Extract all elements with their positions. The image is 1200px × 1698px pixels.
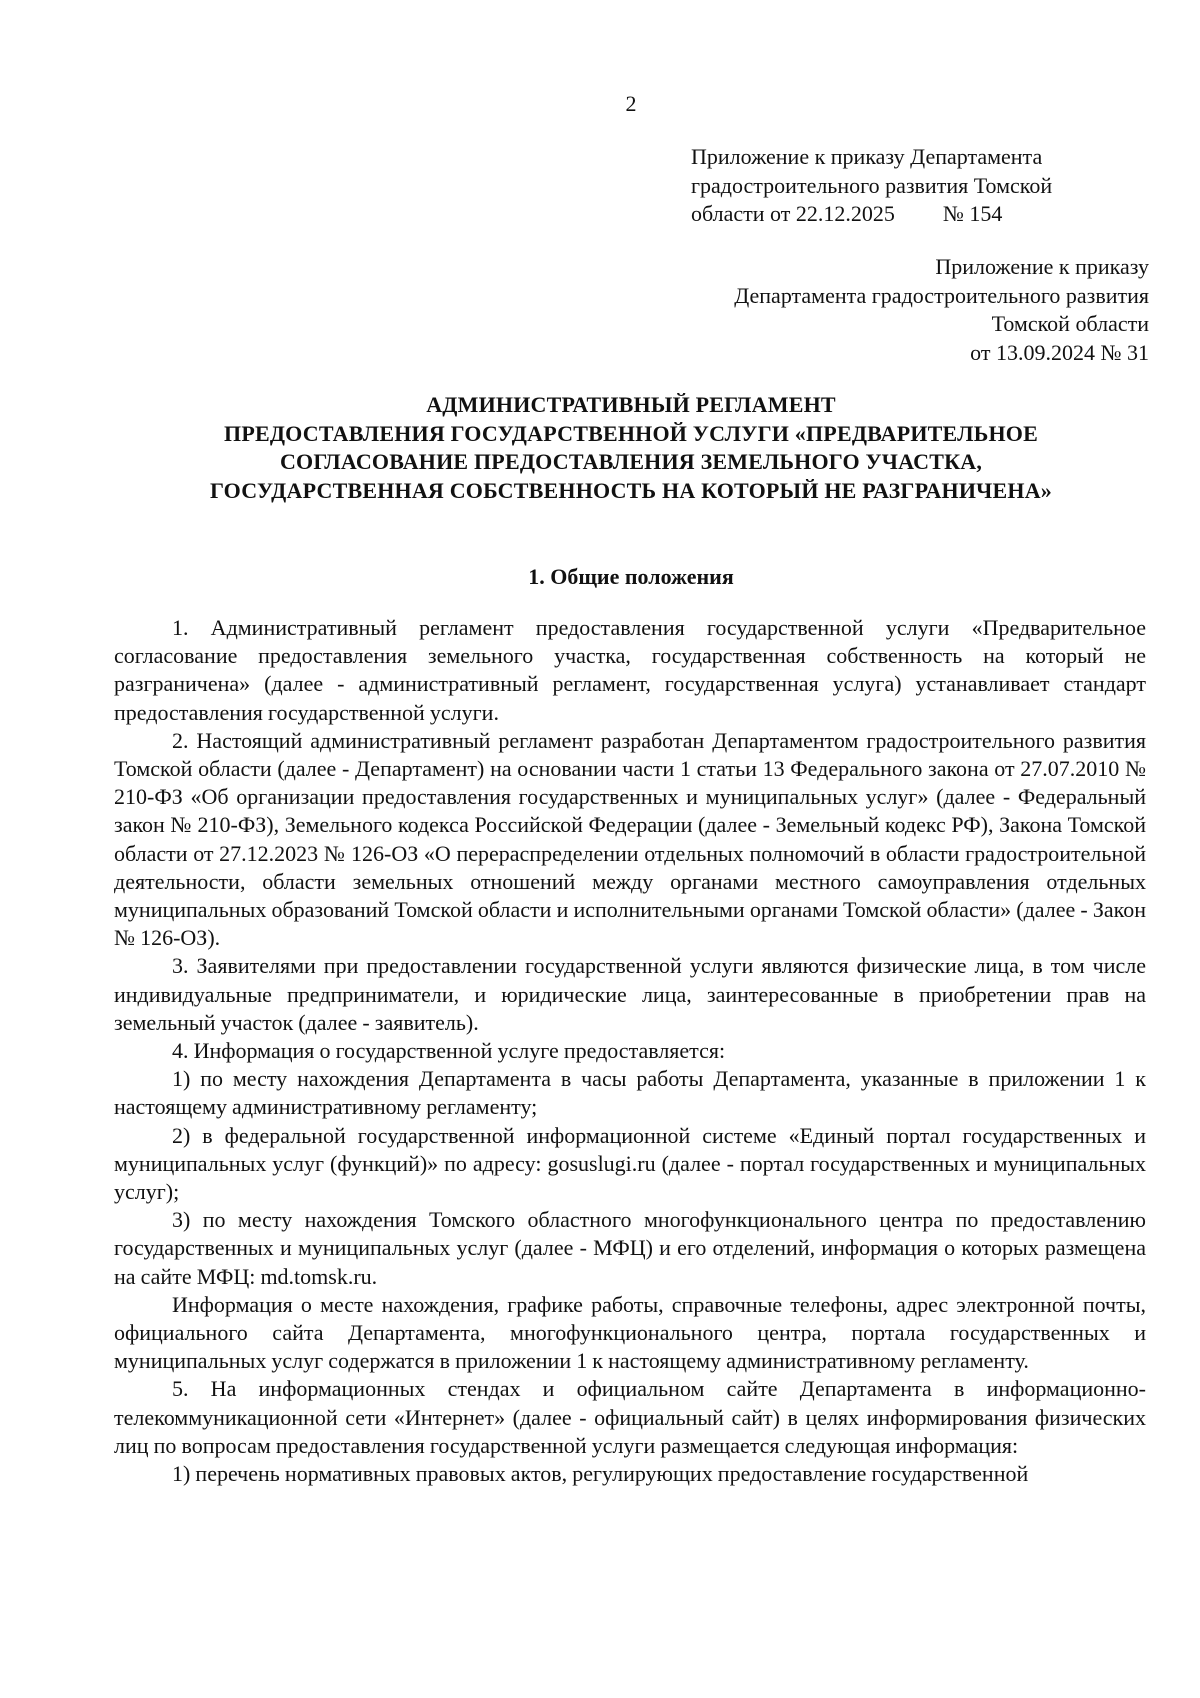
paragraph: Информация о месте нахождения, графике работы, справочные телефоны, адрес электронной почты, официального сайта Департамента, многофункционального центра, портала государственных и муниципальных услуг содержатся в приложении 1 к настоящему административному регламенту.	[114, 1291, 1146, 1374]
appendix-previous-line: Томской области	[991, 311, 1149, 336]
paragraph: 4. Информация о государственной услуге предоставляется:	[172, 1038, 726, 1064]
paragraph: 1) перечень нормативных правовых актов, регулирующих предоставление государственной	[172, 1461, 1029, 1487]
paragraph: 2) в федеральной государственной информационной системе «Единый портал государственных и муниципальных услуг (функций)» по адресу: gosuslugi.ru (далее - портал государственных и муниципальных услуг);	[114, 1122, 1146, 1205]
section-heading: 1. Общие положения	[528, 564, 734, 589]
appendix-previous-order	[734, 253, 1149, 367]
appendix-previous-line: Департамента градостроительного развития	[734, 282, 1149, 308]
paragraph: 3) по месту нахождения Томского областного многофункционального центра по предоставлению государственных и муниципальных услуг (далее - МФЦ) и его отделений, информация о которых размещена на сайте МФЦ: md.tomsk.ru.	[114, 1207, 1146, 1289]
appendix-current-number: № 154	[942, 201, 1003, 226]
paragraph: 2. Настоящий административный регламент разработан Департаментом градостроительного развития Томской области (далее - Департамент) на основании части 1 статьи 13 Федерального закона от 27.07.2010 № 210-ФЗ «Об организации предоставления государственных и муниципальных услуг» (далее - Федеральный закон № 210-ФЗ), Земельного кодекса Российской Федерации (далее - Земельный кодекс РФ), Закона Томской области от 27.12.2023 № 126-ОЗ «О перераспределении отдельных полномочий в области градостроительной деятельности, области земельных отношений между органами местного самоуправления отдельных муниципальных образований Томской области и исполнительными органами Томской области» (далее - Закон № 126-ОЗ).	[114, 727, 1146, 951]
document-body	[114, 614, 1146, 1488]
appendix-current-line: градостроительного развития Томской	[691, 172, 1053, 198]
document-title	[95, 391, 1167, 505]
appendix-current-order	[691, 143, 1052, 229]
title-line: ПРЕДОСТАВЛЕНИЯ ГОСУДАРСТВЕННОЙ УСЛУГИ «ПРЕДВАРИТЕЛЬНОЕ	[224, 420, 1038, 446]
appendix-current-line: Приложение к приказу Департамента	[691, 144, 1043, 169]
page-number: 2	[625, 91, 637, 116]
title-line: ГОСУДАРСТВЕННАЯ СОБСТВЕННОСТЬ НА КОТОРЫЙ НЕ РАЗГРАНИЧЕНА»	[210, 477, 1052, 503]
appendix-previous-line: Приложение к приказу	[935, 254, 1149, 279]
title-line: АДМИНИСТРАТИВНЫЙ РЕГЛАМЕНТ	[426, 392, 836, 417]
appendix-previous-line: от 13.09.2024 № 31	[970, 339, 1149, 365]
paragraph: 1. Административный регламент предоставления государственной услуги «Предварительное согласование предоставления земельного участка, государственная собственность на который не разграничена» (далее - административный регламент, государственная услуга) устанавливает стандарт предоставления государственной услуги.	[114, 615, 1146, 725]
paragraph: 5. На информационных стендах и официальном сайте Департамента в информационно-телекоммуникационной сети «Интернет» (далее - официальный сайт) в целях информирования физических лиц по вопросам предоставления государственной услуги размещается следующая информация:	[114, 1376, 1146, 1458]
title-line: СОГЛАСОВАНИЕ ПРЕДОСТАВЛЕНИЯ ЗЕМЕЛЬНОГО УЧАСТКА,	[279, 449, 983, 474]
paragraph: 1) по месту нахождения Департамента в часы работы Департамента, указанные в приложении 1 к настоящему административному регламенту;	[114, 1066, 1146, 1120]
appendix-current-date: области от 22.12.2025	[691, 201, 895, 226]
paragraph: 3. Заявителями при предоставлении государственной услуги являются физические лица, в том числе индивидуальные предприниматели, и юридические лица, заинтересованные в приобретении прав на земельный участок (далее - заявитель).	[114, 953, 1146, 1035]
appendix-current-date-line	[691, 200, 1052, 229]
